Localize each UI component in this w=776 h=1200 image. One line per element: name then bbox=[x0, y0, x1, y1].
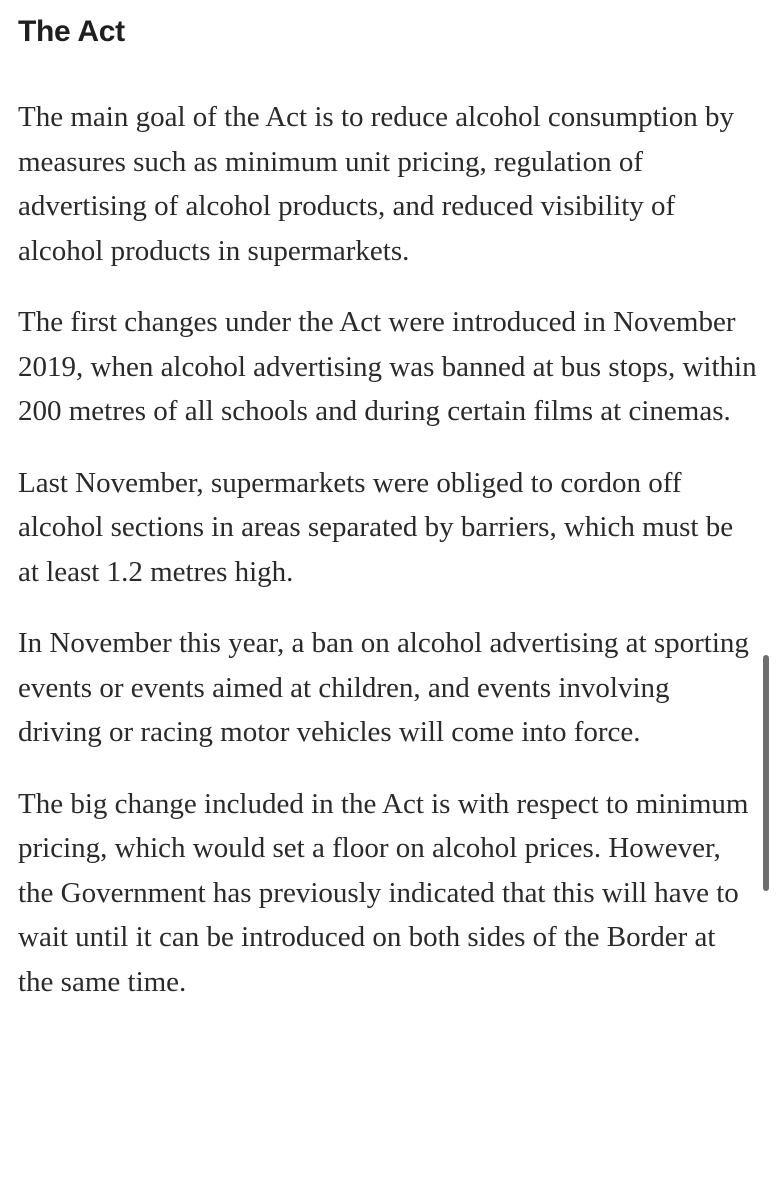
paragraph-this-november: In November this year, a ban on alcohol advertising at sporting events or events aimed at children, and events involving driving or racing motor vehicles will come into force. bbox=[18, 627, 749, 748]
paragraph-goal: The main goal of the Act is to reduce alcohol consumption by measures such as minimum unit pricing, regulation of advertising of alcohol products, and reduced visibility of alcohol products in supermarkets. bbox=[18, 101, 734, 267]
article-body bbox=[18, 0, 758, 1004]
scrollbar-thumb[interactable] bbox=[763, 655, 769, 891]
paragraph-first-changes: The first changes under the Act were introduced in November 2019, when alcohol advertising was banned at bus stops, within 200 metres of all schools and during certain films at cinemas. bbox=[18, 306, 757, 427]
paragraph-minimum-pricing: The big change included in the Act is with respect to minimum pricing, which would set a floor on alcohol prices. However, the Government has previously indicated that this will have to wait until it can be introduced on both sides of the Border at the same time. bbox=[18, 787, 749, 998]
paragraph-last-november: Last November, supermarkets were obliged to cordon off alcohol sections in areas separated by barriers, which must be at least 1.2 metres high. bbox=[18, 466, 734, 588]
section-heading: The Act bbox=[18, 15, 125, 48]
